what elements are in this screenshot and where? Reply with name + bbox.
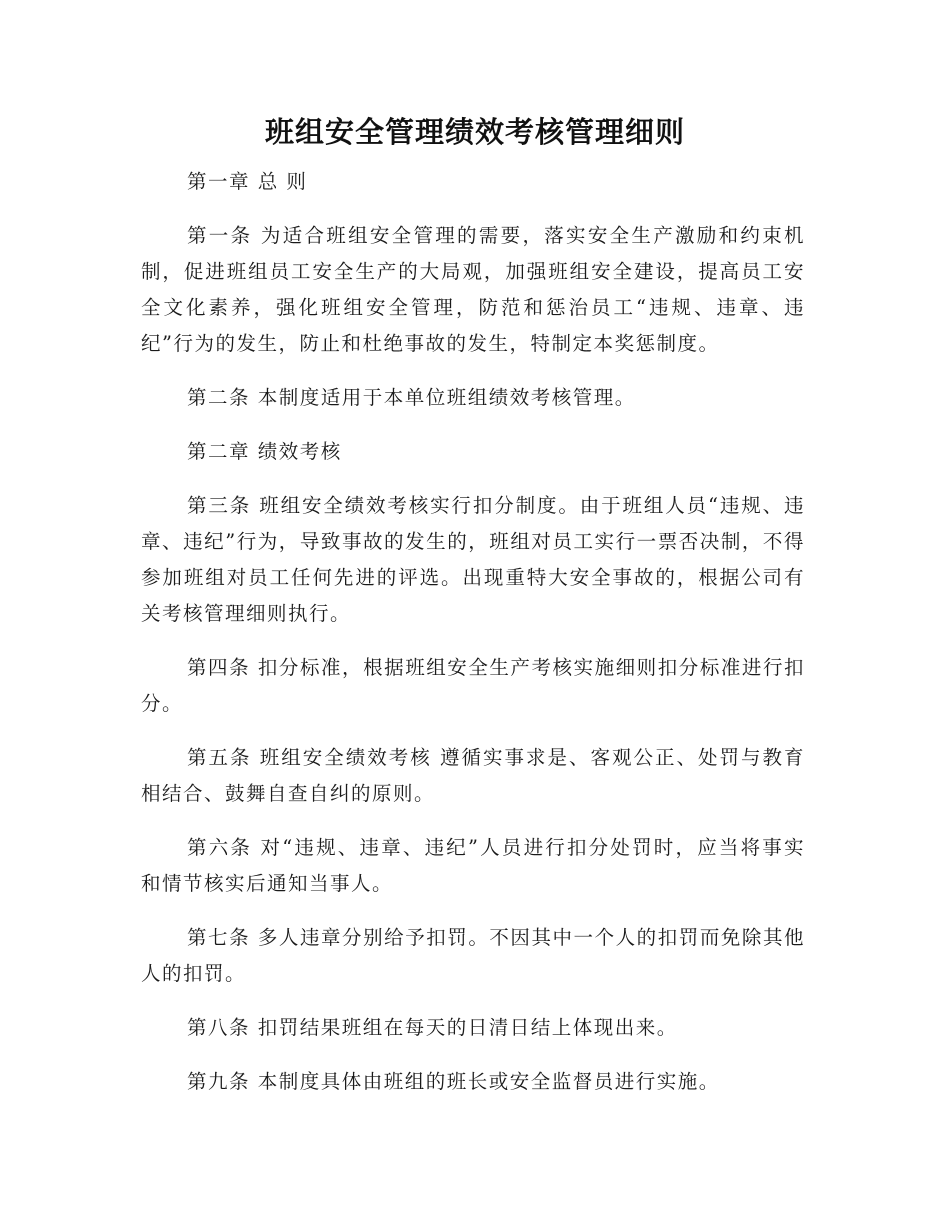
- article-1: 第一条 为适合班组安全管理的需要，落实安全生产激励和约束机制，促进班组员工安全生产的大局观，加强班组安全建设，提高员工安全文化素养，强化班组安全管理，防范和惩治员工“违规、违章、违纪”行为的发生，防止和杜绝事故的发生，特制定本奖惩制度。: [141, 224, 805, 355]
- chapter-heading-1: 第一章 总 则: [187, 170, 308, 193]
- document-body: [141, 164, 805, 1118]
- chapter-heading-2: 第二章 绩效考核: [187, 440, 342, 463]
- article-3: 第三条 班组安全绩效考核实行扣分制度。由于班组人员“违规、违章、违纪”行为，导致事故的发生的，班组对员工实行一票否决制，不得参加班组对员工任何先进的评选。出现重特大安全事故的，根据公司有关考核管理细则执行。: [141, 494, 805, 625]
- article-2: 第二条 本制度适用于本单位班组绩效考核管理。: [187, 386, 636, 409]
- article-7: 第七条 多人违章分别给予扣罚。不因其中一个人的扣罚而免除其他人的扣罚。: [141, 926, 805, 985]
- article-9: 第九条 本制度具体由班组的班长或安全监督员进行实施。: [187, 1070, 720, 1093]
- article-6: 第六条 对“违规、违章、违纪”人员进行扣分处罚时，应当将事实和情节核实后通知当事人。: [141, 836, 805, 895]
- article-4: 第四条 扣分标准，根据班组安全生产考核实施细则扣分标准进行扣分。: [141, 656, 805, 715]
- document-title: 班组安全管理绩效考核管理细则: [264, 115, 685, 149]
- article-8: 第八条 扣罚结果班组在每天的日清日结上体现出来。: [187, 1016, 678, 1039]
- article-5: 第五条 班组安全绩效考核 遵循实事求是、客观公正、处罚与教育相结合、鼓舞自查自纠的原则。: [141, 746, 805, 805]
